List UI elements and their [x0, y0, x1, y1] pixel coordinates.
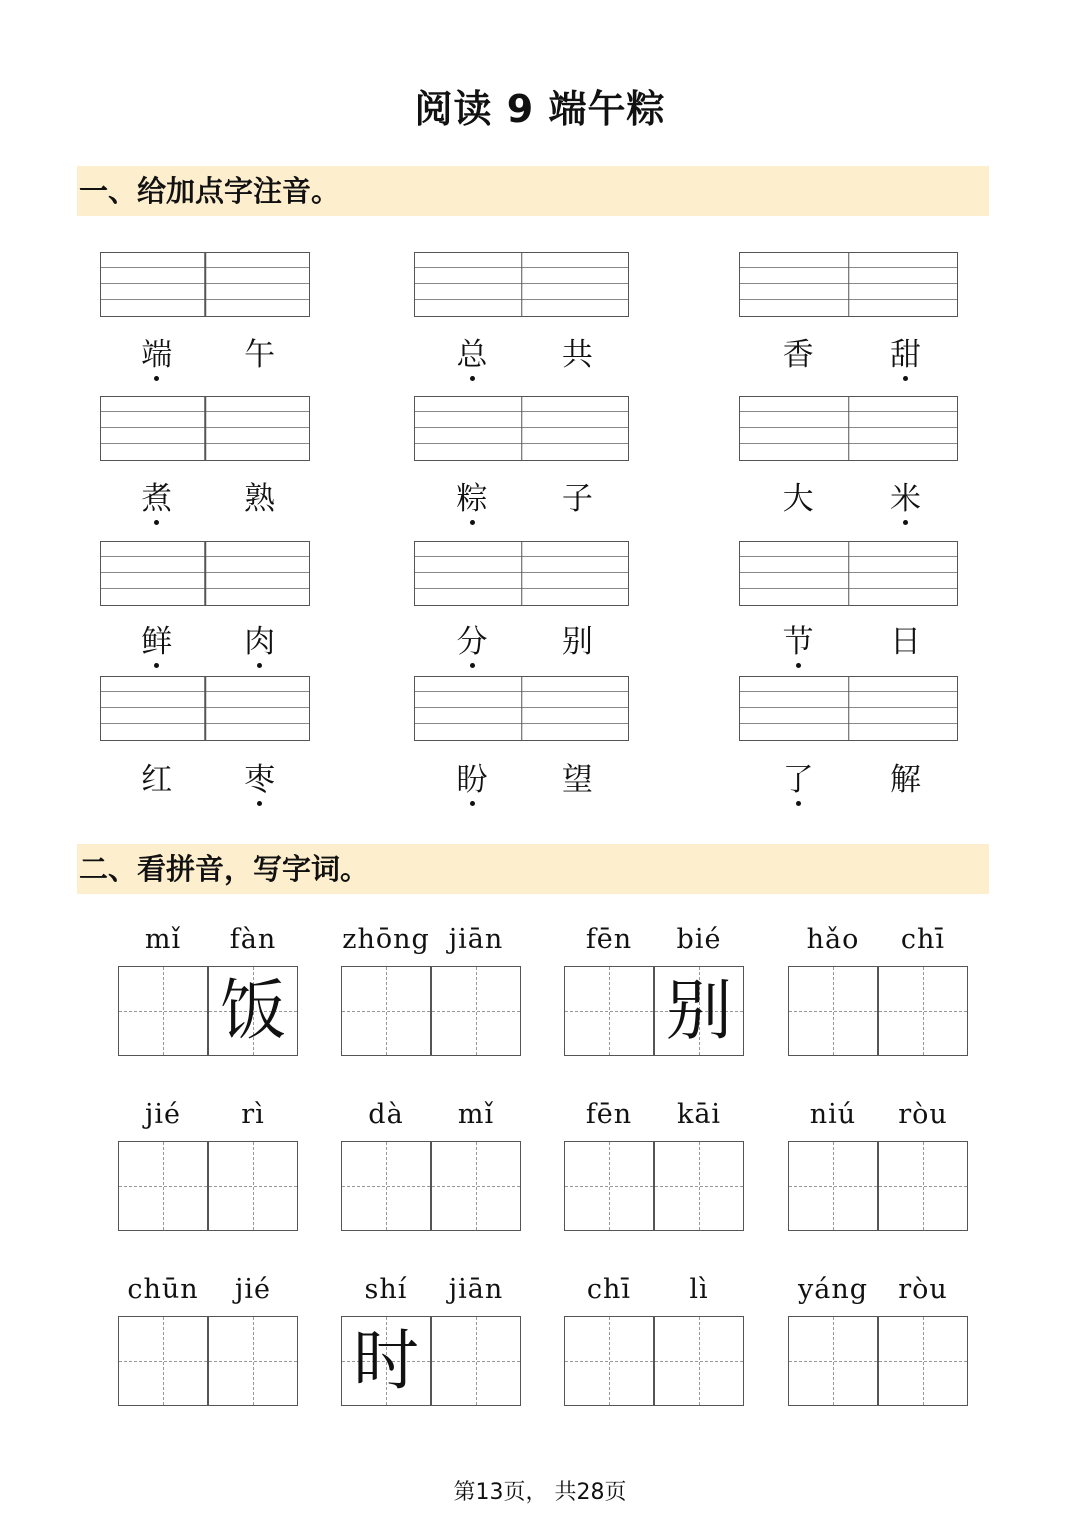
pinyin-label: ròu — [898, 1274, 948, 1305]
emphasis-dot — [796, 801, 801, 806]
word-character: 米 — [875, 479, 935, 519]
tianzi-writing-box[interactable] — [564, 1141, 654, 1231]
tianzi-writing-box[interactable] — [788, 1316, 878, 1406]
tianzi-writing-box[interactable] — [431, 1316, 521, 1406]
word-character: 了 — [768, 760, 828, 800]
pinyin-answer-box[interactable] — [100, 396, 310, 461]
pinyin-label: niú — [809, 1099, 857, 1130]
tianzi-writing-box[interactable] — [788, 966, 878, 1056]
pinyin-label: fàn — [229, 924, 277, 955]
word-character: 总 — [442, 335, 502, 375]
tianzi-writing-box[interactable] — [341, 1141, 431, 1231]
word-character: 别 — [561, 624, 593, 660]
pinyin-answer-box[interactable] — [414, 396, 629, 461]
tianzi-writing-box[interactable] — [564, 1316, 654, 1406]
tianzi-writing-box[interactable] — [654, 966, 744, 1056]
tianzi-writing-box[interactable] — [118, 966, 208, 1056]
pinyin-label: jiān — [448, 1274, 504, 1305]
pinyin-label: ròu — [898, 1099, 948, 1130]
pinyin-label: hǎo — [806, 924, 860, 955]
word-character: 望 — [561, 762, 593, 798]
word-character: 香 — [782, 337, 814, 373]
pinyin-label: fēn — [585, 924, 633, 955]
page-title: 阅读 9 端午粽 — [414, 87, 666, 131]
tianzi-writing-box[interactable] — [654, 1141, 744, 1231]
pinyin-label: kāi — [676, 1099, 722, 1130]
pinyin-label: dà — [368, 1099, 404, 1130]
emphasis-dot — [903, 376, 908, 381]
pinyin-answer-box[interactable] — [100, 676, 310, 741]
word-character: 煮 — [127, 479, 187, 519]
word-character: 粽 — [442, 479, 502, 519]
word-character: 子 — [561, 481, 593, 517]
word-character: 肉 — [230, 622, 290, 662]
pinyin-answer-box[interactable] — [414, 541, 629, 606]
pinyin-label: chī — [900, 924, 946, 955]
pinyin-label: rì — [241, 1099, 265, 1130]
tianzi-writing-box[interactable] — [878, 1141, 968, 1231]
emphasis-dot — [154, 520, 159, 525]
tianzi-writing-box[interactable] — [208, 1141, 298, 1231]
word-character: 共 — [561, 337, 593, 373]
emphasis-dot — [470, 376, 475, 381]
tianzi-writing-box[interactable] — [654, 1316, 744, 1406]
example-answer-character: 别 — [666, 972, 732, 1049]
pinyin-label: lì — [689, 1274, 709, 1305]
word-character: 分 — [442, 622, 502, 662]
tianzi-writing-box[interactable] — [208, 966, 298, 1056]
tianzi-writing-box[interactable] — [431, 966, 521, 1056]
tianzi-writing-box[interactable] — [118, 1316, 208, 1406]
word-character: 甜 — [875, 335, 935, 375]
pinyin-answer-box[interactable] — [414, 252, 629, 317]
pinyin-label: chī — [586, 1274, 632, 1305]
pinyin-label: jié — [145, 1099, 181, 1130]
word-character: 鲜 — [127, 622, 187, 662]
pinyin-label: zhōng — [342, 924, 430, 955]
tianzi-writing-box[interactable] — [878, 966, 968, 1056]
word-character: 盼 — [442, 760, 502, 800]
page-footer: 第13页， 共28页 — [453, 1480, 627, 1505]
tianzi-writing-box[interactable] — [118, 1141, 208, 1231]
word-character: 熟 — [244, 481, 276, 517]
pinyin-label: yáng — [797, 1274, 869, 1305]
word-character: 端 — [127, 335, 187, 375]
pinyin-label: shí — [364, 1274, 408, 1305]
example-answer-character: 饭 — [220, 972, 286, 1049]
pinyin-answer-box[interactable] — [739, 541, 958, 606]
tianzi-writing-box[interactable] — [341, 966, 431, 1056]
tianzi-writing-box[interactable] — [341, 1316, 431, 1406]
word-character: 红 — [141, 762, 173, 798]
emphasis-dot — [796, 663, 801, 668]
pinyin-label: fēn — [585, 1099, 633, 1130]
tianzi-writing-box[interactable] — [431, 1141, 521, 1231]
emphasis-dot — [257, 801, 262, 806]
tianzi-writing-box[interactable] — [564, 966, 654, 1056]
pinyin-answer-box[interactable] — [414, 676, 629, 741]
pinyin-answer-box[interactable] — [100, 541, 310, 606]
example-answer-character: 时 — [353, 1322, 419, 1399]
pinyin-label: chūn — [127, 1274, 199, 1305]
emphasis-dot — [257, 663, 262, 668]
pinyin-answer-box[interactable] — [739, 252, 958, 317]
emphasis-dot — [154, 663, 159, 668]
emphasis-dot — [154, 376, 159, 381]
word-character: 日 — [889, 624, 921, 660]
word-character: 节 — [768, 622, 828, 662]
pinyin-label: mǐ — [457, 1099, 495, 1130]
pinyin-answer-box[interactable] — [739, 396, 958, 461]
tianzi-writing-box[interactable] — [788, 1141, 878, 1231]
word-character: 解 — [889, 762, 921, 798]
pinyin-label: bié — [676, 924, 722, 955]
emphasis-dot — [903, 520, 908, 525]
word-character: 枣 — [230, 760, 290, 800]
emphasis-dot — [470, 520, 475, 525]
tianzi-writing-box[interactable] — [878, 1316, 968, 1406]
pinyin-label: jié — [235, 1274, 271, 1305]
emphasis-dot — [470, 663, 475, 668]
section-2-heading: 二、看拼音，写字词。 — [77, 844, 989, 894]
pinyin-answer-box[interactable] — [100, 252, 310, 317]
pinyin-label: mǐ — [144, 924, 182, 955]
pinyin-label: jiān — [448, 924, 504, 955]
word-character: 午 — [244, 337, 276, 373]
emphasis-dot — [470, 801, 475, 806]
pinyin-answer-box[interactable] — [739, 676, 958, 741]
tianzi-writing-box[interactable] — [208, 1316, 298, 1406]
section-1-heading: 一、给加点字注音。 — [77, 166, 989, 216]
word-character: 大 — [782, 481, 814, 517]
